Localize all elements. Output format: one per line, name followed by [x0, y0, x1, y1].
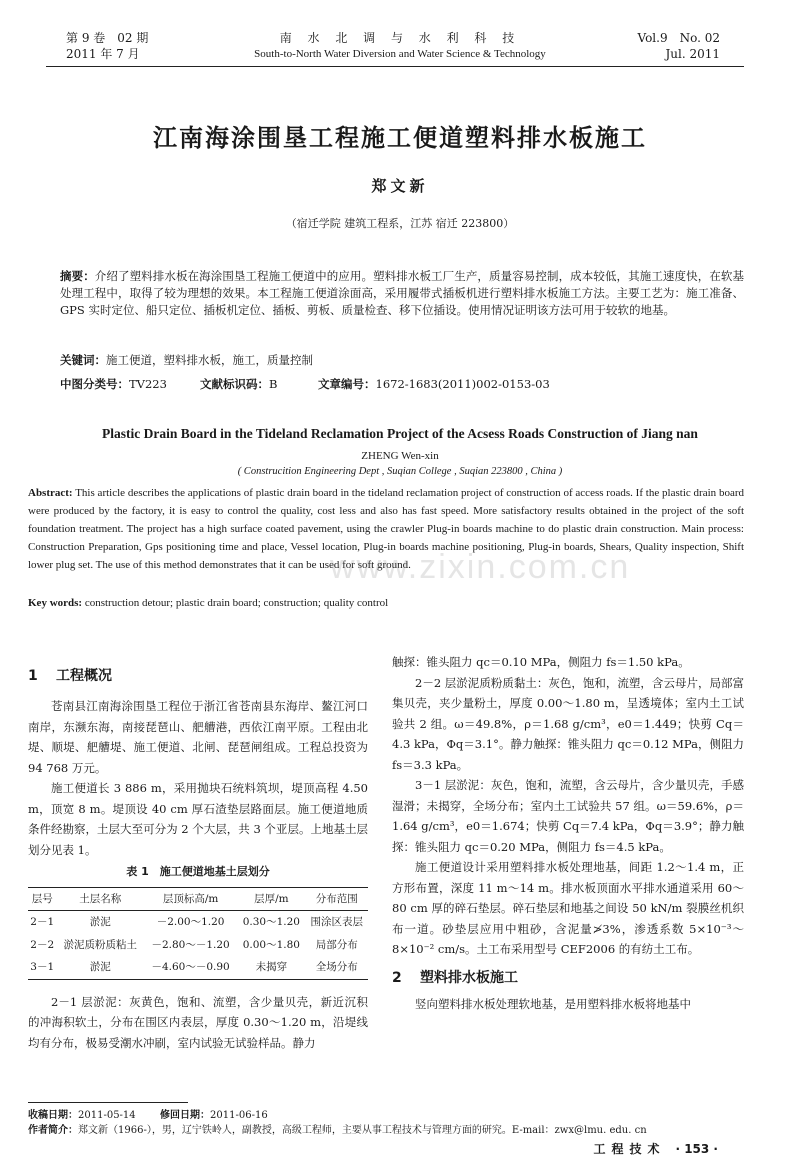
- section-2-heading: [392, 966, 744, 990]
- table-1: [28, 887, 368, 980]
- table-cell: －4.60～－0.90: [151, 961, 230, 973]
- english-keywords-text: construction detour; plastic drain board; construction; quality control: [82, 597, 389, 609]
- article-number: [318, 376, 550, 392]
- abstract-cn-text: 介绍了塑料排水板在海涂围垦工程施工便道中的应用。塑料排水板工厂生产，质量容易控制，成本较低，其施工速度快，在软基处理工程中，取得了较为理想的效果。本工程施工便道涂面高，采用履带式插板机进行塑料排水板施工方法。主要工艺为：施工准备、GPS 实时定位、船只定位、插板机定位、插板、剪板、质量检查、移下位插设。使用情况证明该方法可用于较软的地基。: [60, 269, 745, 317]
- left-column: [28, 664, 368, 1053]
- paper-affiliation: （宿迁学院 建筑工程系，江苏 宿迁 223800）: [285, 217, 515, 230]
- journal-name-cn: 南 水 北 调 与 水 利 科 技: [279, 31, 521, 45]
- footnote-dates: [28, 1106, 268, 1121]
- table-header-cell: 分布范围: [315, 892, 358, 905]
- author-bio-label: 作者简介：: [28, 1125, 78, 1136]
- section-1-heading: [28, 664, 368, 688]
- section-2-paragraph: 竖向塑料排水板处理软地基，是用塑料排水板将地基中: [415, 996, 691, 1011]
- table-cell: 淤泥质粉质粘土: [63, 938, 137, 951]
- keywords-cn: [60, 352, 313, 368]
- footnote-rule: [28, 1102, 188, 1103]
- keywords-cn-label: 关键词：: [60, 353, 106, 367]
- section-1-paragraph: 苍南县江南海涂围垦工程位于浙江省苍南县东海岸、鳌江河口南岸，东濒东海，南接琵琶山、舥艚港，西依江南平原。工程由北堤、顺堤、舥艚堤、施工便道、北闸、琵琶闸组成。工程总投资为 94 768 万元。: [28, 699, 368, 775]
- right-paragraph: 施工便道设计采用塑料排水板处理地基，间距 1.2～1.4 m，正方形布置，深度 11 m～14 m。排水板顶面水平排水通道采用 60～80 cm 厚的碎石垫层。碎石垫层和地基之间设 50 kN/m 裂膜丝机织布一道。砂垫层应用中粗砂，含泥量≯3%，渗透系数 5×10⁻³～8×10⁻² cm/s。土工布采用型号 CEF2006 的有纺土工布。: [392, 860, 744, 956]
- revised-label: 修回日期：: [160, 1110, 211, 1121]
- journal-name-en: South-to-North Water Diversion and Water Science & Technology: [254, 48, 546, 60]
- english-affiliation: ( Construcition Engineering Dept , Suqian College , Suqian 223800 , China ): [237, 466, 563, 477]
- abstract-cn-label: 摘要：: [60, 269, 95, 283]
- table-row: [28, 956, 368, 979]
- table-cell: 0.30～1.20: [242, 916, 300, 928]
- received-label: 收稿日期：: [28, 1110, 78, 1121]
- table-cell: 未揭穿: [255, 961, 288, 973]
- table-cell: 全场分布: [315, 961, 358, 973]
- right-column: [392, 652, 744, 1014]
- right-paragraph: 2－2 层淤泥质粉质黏土：灰色，饱和，流塑，含云母片，局部富集贝壳，夹少量粉土，厚度 0.00～1.80 m，呈透境体；室内土工试验共 2 组。ω＝49.8%，ρ＝1.68 g/cm³，e0＝1.449；快剪 Cq＝4.3 kPa，Φq＝3.1°。静力触探：锥头阻力 qc＝0.12 MPa，侧阻力 fs＝3.3 kPa。: [392, 675, 744, 772]
- revised-date: 2011-06-16: [210, 1110, 268, 1121]
- table-cell: 围涂区表层: [310, 916, 363, 928]
- header-vol-en: Vol.9 No. 02: [637, 31, 720, 45]
- table-row: [28, 911, 368, 934]
- received-date: 2011-05-14: [78, 1110, 136, 1121]
- doc-code: [200, 376, 277, 392]
- section-1-paragraph: 施工便道长 3 886 m，采用抛块石统料筑坝，堤顶高程 4.50 m，顶宽 8 m。堤顶设 40 cm 厚石渣垫层路面层。施工便道地质条件经勘察，土层大至可分为 2 个大层，共 3 个亚层。上地基土层划分见表 1。: [28, 781, 368, 857]
- header-vol-cn: 第 9 卷 02 期: [66, 31, 149, 45]
- right-paragraph: 触探：锥头阻力 qc＝0.10 MPa，侧阻力 fs＝1.50 kPa。: [392, 655, 690, 669]
- page-number: · 153 ·: [675, 1142, 718, 1156]
- right-paragraph: 3－1 层淤泥：灰色，饱和，流塑，含云母片，含少量贝壳，手感湿滑；未揭穿，全场分布；室内土工试验共 57 组。ω＝59.6%，ρ＝1.64 g/cm³，e0＝1.674；快剪 Cq＝7.4 kPa，Φq＝3.9°；静力触探：锥头阻力 qc＝0.20 MPa，侧阻力 fs＝4.5 kPa。: [392, 778, 744, 854]
- art-value: 1672-1683(2011)002-0153-03: [375, 377, 550, 391]
- header-date-en: Jul. 2011: [665, 47, 720, 61]
- section-2-title: 塑料排水板施工: [420, 969, 518, 986]
- paper-author: 郑文新: [371, 177, 429, 195]
- section-1-paragraph: 2－1 层淤泥：灰黄色，饱和、流塑，含少量贝壳，新近沉积的冲海积软土，分布在围区内表层，厚度 0.30～1.20 m，沿堤线均有分布，极易受潮水冲刷，室内试验无试验样品。静力: [28, 994, 368, 1050]
- art-label: 文章编号：: [318, 377, 376, 391]
- table-cell: －2.80～－1.20: [151, 938, 230, 951]
- table-header-cell: 层厚/m: [254, 892, 289, 905]
- table-header-cell: 层顶标高/m: [162, 892, 219, 905]
- table-cell: 3－1: [30, 961, 55, 973]
- table-cell: 0.00～1.80: [242, 938, 300, 951]
- section-2-number: 2: [392, 969, 402, 986]
- english-title: Plastic Drain Board in the Tideland Reclamation Project of the Acsess Roads Construction of Jiang nan: [102, 426, 698, 441]
- doc-value: B: [269, 377, 278, 391]
- table-cell: 局部分布: [315, 938, 358, 951]
- header-rule: [46, 66, 744, 67]
- author-bio-text: 郑文新（1966-），男，辽宁铁岭人，副教授，高级工程师，主要从事工程技术与管理方面的研究。E-mail：zwx@lmu. edu. cn: [78, 1125, 647, 1136]
- clc-code: [60, 376, 167, 392]
- abstract-cn: [60, 268, 744, 319]
- english-author: ZHENG Wen-xin: [361, 450, 439, 462]
- table-cell: 2－1: [30, 916, 55, 928]
- footnote-author: [28, 1121, 647, 1136]
- table-row: [28, 934, 368, 957]
- table-1-caption: 表 1 施工便道地基土层划分: [126, 865, 270, 878]
- clc-value: TV223: [129, 377, 167, 391]
- watermark: www.zixin.com.cn: [330, 548, 631, 586]
- section-1-number: 1: [28, 668, 38, 684]
- table-header-row: [28, 887, 368, 911]
- english-abstract-label: Abstract:: [28, 487, 73, 499]
- doc-label: 文献标识码：: [200, 377, 269, 391]
- paper-title: 江南海涂围垦工程施工便道塑料排水板施工: [153, 124, 647, 152]
- table-cell: 2－2: [30, 938, 55, 951]
- table-cell: －2.00～1.20: [156, 916, 225, 928]
- clc-label: 中图分类号：: [60, 377, 129, 391]
- footer-journal-section: 工程技术: [593, 1142, 666, 1156]
- header-volume-en: [638, 30, 721, 62]
- english-keywords: [28, 597, 388, 609]
- table-header-cell: 土层名称: [79, 892, 122, 905]
- keywords-cn-text: 施工便道，塑料排水板，施工，质量控制: [106, 353, 313, 367]
- table-cell: 淤泥: [89, 961, 111, 973]
- table-cell: 淤泥: [89, 916, 111, 928]
- page-footer: [593, 1140, 718, 1157]
- section-1-title: 工程概况: [56, 668, 112, 684]
- header-date-cn: 2011 年 7 月: [66, 47, 140, 61]
- table-header-cell: 层号: [31, 892, 53, 905]
- english-keywords-label: Key words:: [28, 597, 83, 609]
- english-abstract-text: This article describes the applications of plastic drain board in the tideland reclamation project of construction of access roads. If the plastic drain board were produced by the factory, it is easy to control the quality, cost less and also has fast speed. More satisfactory results obtained in the project of the soft foundation treatment. The project has a high surface coated pavement, using the crawler Plug-in boards machine to do plastic drain construction. Main process: Construction Preparation, Gps positioning time and place, Vessel location, Plug-in boards machine positioning, Plug-in boards, Shears, Quality inspection, Shift lower plug set. The use of this method demonstrates that it can be used for soft ground.: [28, 487, 744, 571]
